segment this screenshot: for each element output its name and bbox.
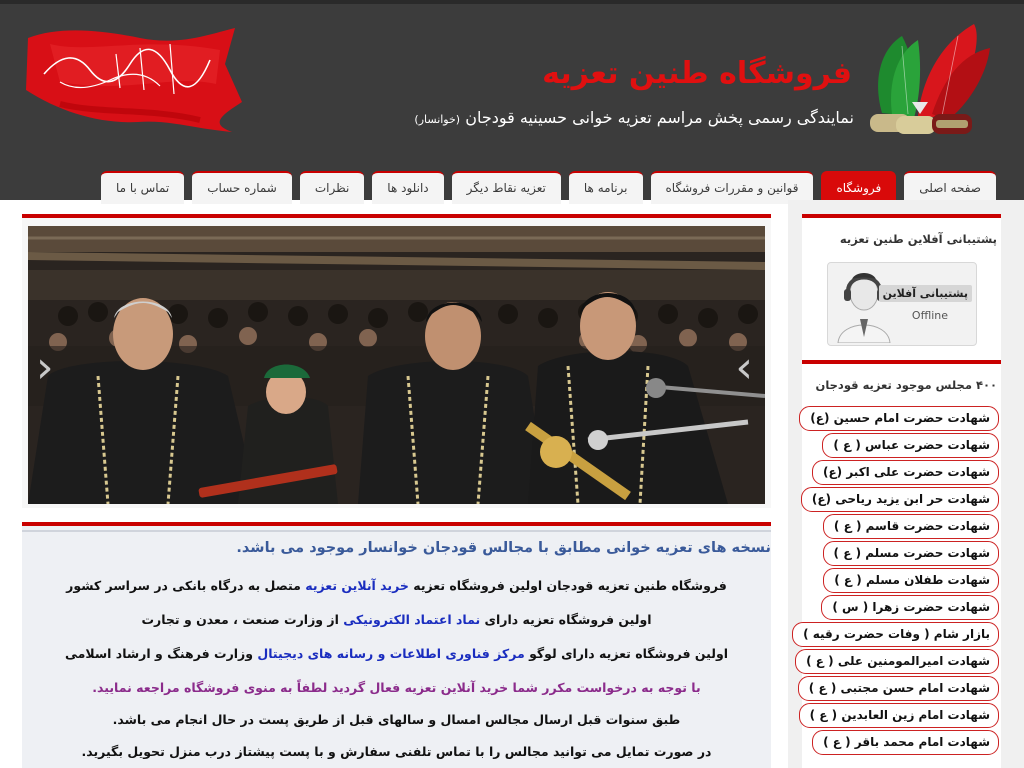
nav-comments[interactable]: نظرات [300,171,364,204]
intro-paragraph-2 [22,612,771,627]
majales-panel-title: ۴۰۰ مجلس موجود تعزیه قودجان [815,378,997,392]
p1-text-b: متصل به درگاه بانکی در سراسر کشور [66,578,301,593]
nav-programs[interactable]: برنامه ها [569,171,643,204]
p2-text-a: اولین فروشگاه تعزیه دارای [484,612,652,627]
support-panel-title: پشتیبانی آفلاین طنین تعزیه [839,232,997,246]
site-header [0,0,1024,200]
p2-trust-seal-link[interactable]: نماد اعتماد الکترونیکی [343,612,481,627]
nav-home[interactable]: صفحه اصلی [904,171,996,204]
intro-paragraph-1 [22,578,771,593]
majles-item[interactable]: شهادت امیرالمومنین علی ( ع ) [795,649,999,674]
majles-item[interactable]: شهادت حضرت زهرا ( س ) [821,595,999,620]
majles-item[interactable]: شهادت حضرت علی اکبر (ع) [812,460,999,485]
content-title: نسخه های تعزیه خوانی مطابق با مجالس قودجان خوانسار موجود می باشد. [236,540,771,556]
offline-support-widget[interactable] [827,262,977,346]
site-subtitle-text: نمایندگی رسمی پخش مراسم تعزیه خوانی حسینیه قودجان [465,108,854,127]
sidebar [788,200,1024,768]
shipping-notice: طبق سنوات قبل ارسال مجالس امسال و سالهای قبل از طریق پست در حال انجام می باشد. [112,712,681,727]
nav-account-number[interactable]: شماره حساب [192,171,292,204]
majles-item[interactable]: شهادت طفلان مسلم ( ع ) [823,568,999,593]
logo-image [862,18,994,140]
intro-content-box [22,522,771,768]
site-subtitle [414,108,854,127]
p1-text-a: فروشگاه طنین تعزیه قودجان اولین فروشگاه تعزیه [413,578,727,593]
flag-banner-image [20,24,245,136]
p2-text-b: از وزارت صنعت ، معدن و تجارت [141,612,339,627]
nav-shop[interactable]: فروشگاه [821,171,896,204]
phone-order-notice: در صورت تمایل می توانید مجالس را با تماس تلفنی سفارش و با پست پیشتاز درب منزل تحویل بگیرید. [81,744,712,759]
content-divider [22,530,771,532]
nav-rules[interactable]: قوانین و مقررات فروشگاه [651,171,814,204]
support-status: Offline [911,309,948,322]
p1-online-shop-link[interactable]: خرید آنلاین تعزیه [305,578,409,593]
slide-photo [28,226,765,504]
photo-slider [22,214,771,508]
nav-contact[interactable]: تماس با ما [101,171,184,204]
majles-item[interactable]: شهادت امام حسن مجتبی ( ع ) [798,676,999,701]
majles-item[interactable]: شهادت حر ابن یزید ریاحی (ع) [801,487,999,512]
majles-item[interactable]: شهادت حضرت مسلم ( ع ) [823,541,999,566]
p3-digital-media-center-link[interactable]: مرکز فناوری اطلاعات و رسانه های دیجیتال [257,646,525,661]
majles-item[interactable]: شهادت امام زین العابدین ( ع ) [799,703,999,728]
majales-panel [802,360,1001,768]
majles-item[interactable]: شهادت حضرت امام حسین (ع) [799,406,999,431]
majles-item[interactable]: بازار شام ( وفات حضرت رقیه ) [792,622,999,647]
support-label: پشتیبانی آفلاین [879,285,972,302]
support-agent-icon [834,267,894,343]
p3-text-b: وزارت فرهنگ و ارشاد اسلامی [64,646,254,661]
online-purchase-notice: با توجه به درخواست مکرر شما خرید آنلاین تعزیه فعال گردید لطفاً به منوی فروشگاه مراجعه نمایید. [92,680,701,695]
nav-other-places[interactable]: تعزیه نقاط دیگر [452,171,561,204]
site-subtitle-city: (خوانسار) [414,113,461,126]
majles-item[interactable]: شهادت امام محمد باقر ( ع ) [812,730,999,755]
p3-text-a: اولین فروشگاه تعزیه دارای لوگو [529,646,729,661]
majles-item[interactable]: شهادت حضرت عباس ( ع ) [822,433,999,458]
majles-item[interactable]: شهادت حضرت قاسم ( ع ) [823,514,999,539]
slider-next-arrow-icon[interactable]: › [735,342,753,393]
nav-downloads[interactable]: دانلود ها [372,171,443,204]
site-title: فروشگاه طنین تعزیه [542,56,852,91]
intro-paragraph-3 [22,646,771,661]
slider-prev-arrow-icon[interactable]: ‹ [36,342,54,393]
